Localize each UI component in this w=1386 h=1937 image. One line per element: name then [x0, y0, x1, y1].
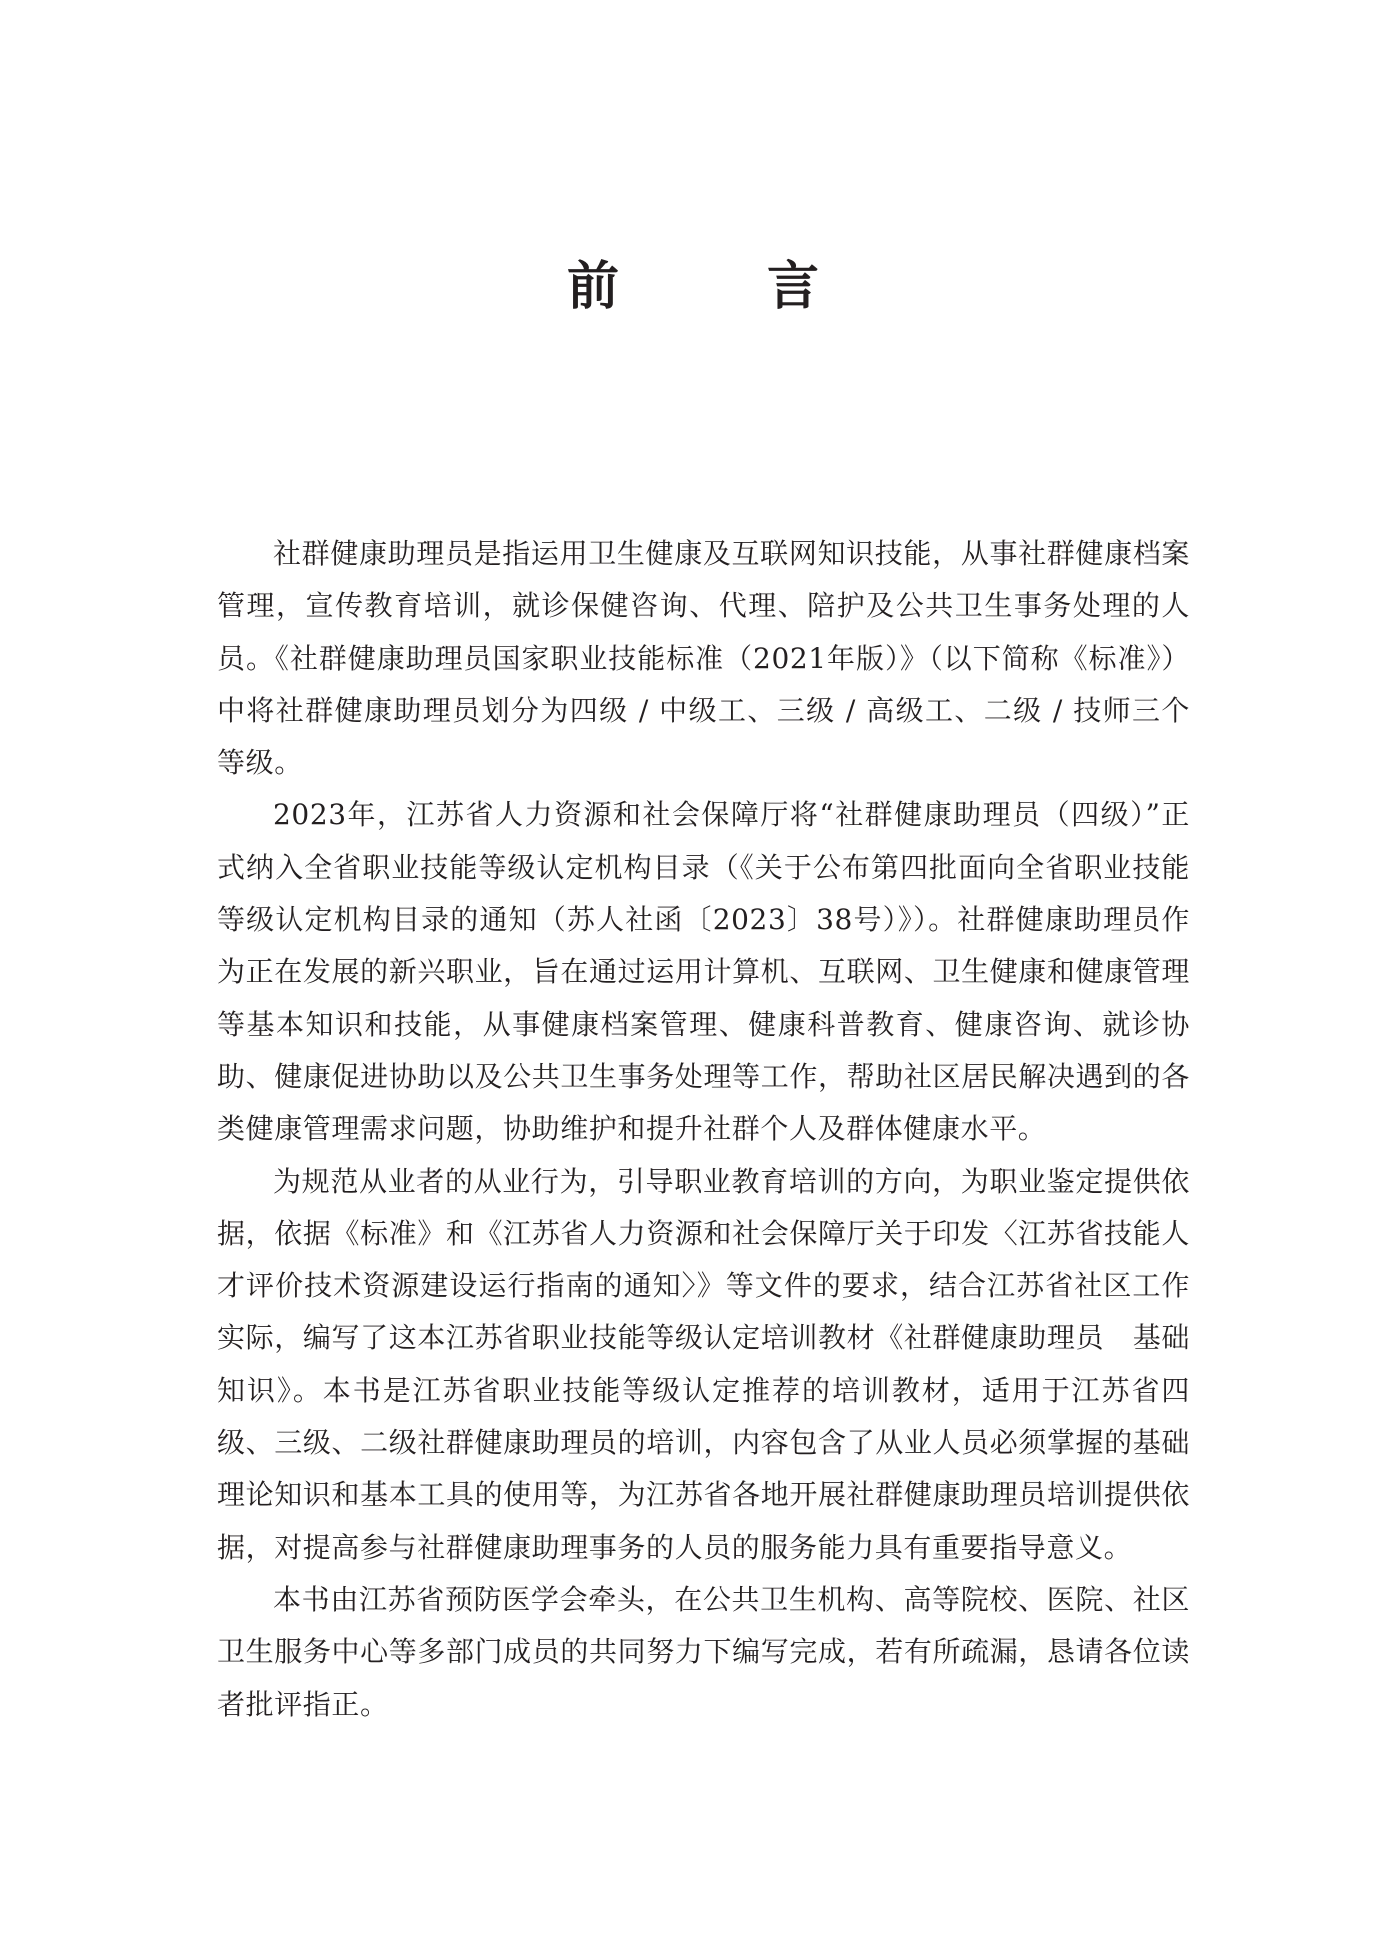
- paragraph-4: 本书由江苏省预防医学会牵头，在公共卫生机构、高等院校、医院、社区卫生服务中心等多部门成员的共同努力下编写完成，若有所疏漏，恳请各位读者批评指正。: [217, 1582, 1190, 1721]
- paragraph-3: 为规范从业者的从业行为，引导职业教育培训的方向，为职业鉴定提供依据，依据《标准》和《江苏省人力资源和社会保障厅关于印发〈江苏省技能人才评价技术资源建设运行指南的通知〉》等文件的要求，结合江苏省社区工作实际，编写了这本江苏省职业技能等级认定培训教材《社群健康助理员 基础知识》。本书是江苏省职业技能等级认定推荐的培训教材，适用于江苏省四级、三级、二级社群健康助理员的培训，内容包含了从业人员必须掌握的基础理论知识和基本工具的使用等，为江苏省各地开展社群健康助理员培训提供依据，对提高参与社群健康助理事务的人员的服务能力具有重要指导意义。: [217, 1164, 1190, 1564]
- preface-body: [217, 528, 1190, 1731]
- page-title: 前 言: [566, 255, 867, 317]
- paragraph-2: 2023年，江苏省人力资源和社会保障厅将“社群健康助理员（四级）”正式纳入全省职业技能等级认定机构目录（《关于公布第四批面向全省职业技能等级认定机构目录的通知（苏人社函〔2023〕38号）》）。社群健康助理员作为正在发展的新兴职业，旨在通过运用计算机、互联网、卫生健康和健康管理等基本知识和技能，从事健康档案管理、健康科普教育、健康咨询、就诊协助、健康促进协助以及公共卫生事务处理等工作，帮助社区居民解决遇到的各类健康管理需求问题，协助维护和提升社群个人及群体健康水平。: [217, 798, 1190, 1146]
- paragraph-1: 社群健康助理员是指运用卫生健康及互联网知识技能，从事社群健康档案管理，宣传教育培训，就诊保健咨询、代理、陪护及公共卫生事务处理的人员。《社群健康助理员国家职业技能标准（2021年版）》（以下简称《标准》）中将社群健康助理员划分为四级 / 中级工、三级 / 高级工、二级 / 技师三个等级。: [217, 537, 1190, 780]
